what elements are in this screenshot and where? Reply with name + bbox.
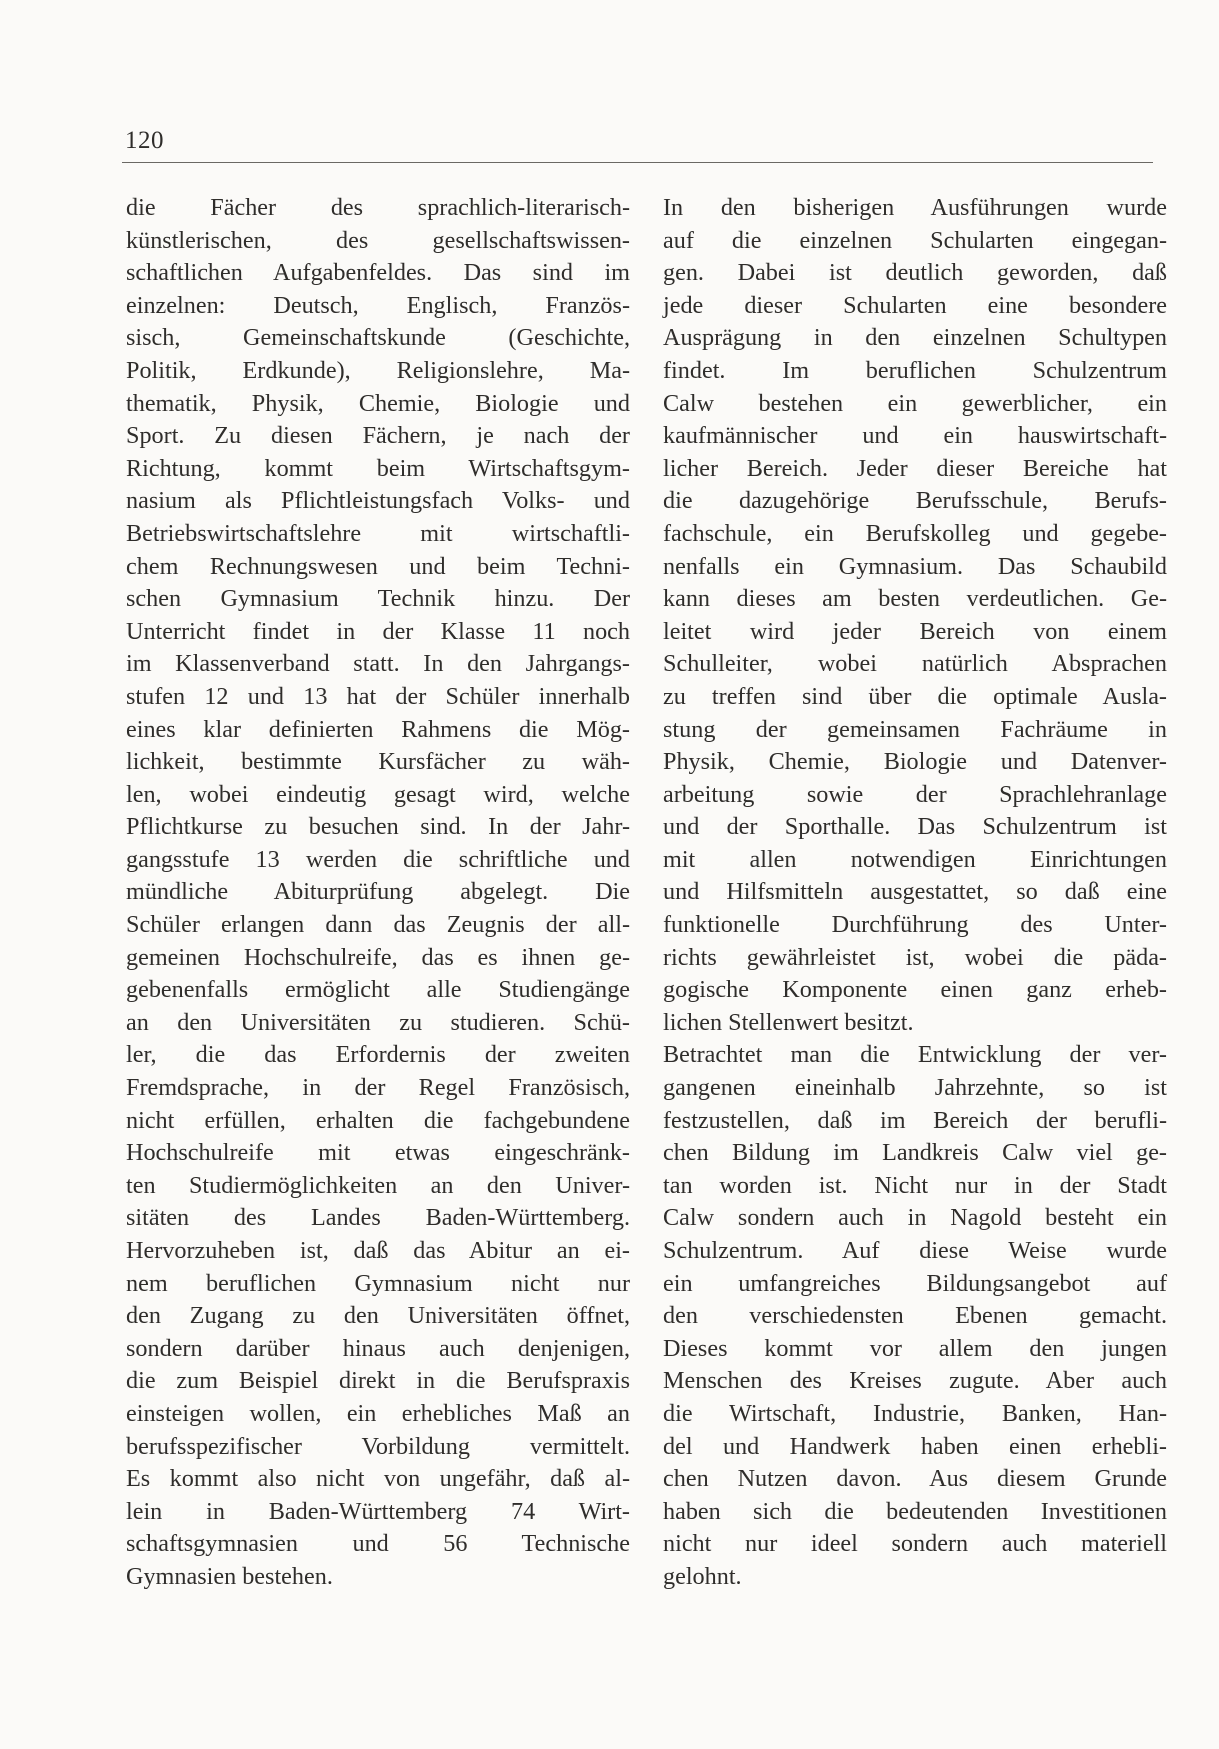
text-line: sondern darüber hinaus auch denjenigen, xyxy=(126,1334,630,1362)
text-line: Calw bestehen ein gewerblicher, ein xyxy=(663,389,1167,417)
text-line: zu treffen sind über die optimale Ausla- xyxy=(663,682,1167,710)
text-line: Richtung, kommt beim Wirtschaftsgym- xyxy=(126,454,630,482)
text-line: Pflichtkurse zu besuchen sind. In der Jahr- xyxy=(126,813,630,841)
text-line: und der Sporthalle. Das Schulzentrum ist xyxy=(663,813,1167,841)
text-line: mit allen notwendigen Einrichtungen xyxy=(663,845,1167,873)
text-line: gen. Dabei ist deutlich geworden, daß xyxy=(663,259,1167,287)
text-line: Betriebswirtschaftslehre mit wirtschaftli- xyxy=(126,519,630,547)
text-line: thematik, Physik, Chemie, Biologie und xyxy=(126,389,630,417)
text-line: licher Bereich. Jeder dieser Bereiche hat xyxy=(663,454,1167,482)
text-line: die Fächer des sprachlich-literarisch- xyxy=(126,194,630,221)
text-line: einzelnen: Deutsch, Englisch, Französ- xyxy=(126,291,630,319)
text-line: Politik, Erdkunde), Religionslehre, Ma- xyxy=(126,356,630,384)
text-line: Es kommt also nicht von ungefähr, daß al- xyxy=(126,1465,630,1493)
text-line: Betrachtet man die Entwicklung der ver- xyxy=(663,1041,1167,1069)
text-line: gebenenfalls ermöglicht alle Studiengänge xyxy=(126,976,630,1004)
text-line: sisch, Gemeinschaftskunde (Geschichte, xyxy=(126,324,630,352)
text-line: gangsstufe 13 werden die schriftliche und xyxy=(126,845,630,873)
text-line: nicht erfüllen, erhalten die fachgebundene xyxy=(126,1106,630,1134)
text-line: festzustellen, daß im Bereich der berufli- xyxy=(663,1106,1167,1134)
text-line: arbeitung sowie der Sprachlehranlage xyxy=(663,780,1167,808)
text-line: schaftsgymnasien und 56 Technische xyxy=(126,1530,630,1558)
text-line: die dazugehörige Berufsschule, Berufs- xyxy=(663,487,1167,515)
text-line: Fremdsprache, in der Regel Französisch, xyxy=(126,1074,630,1102)
left-column xyxy=(126,192,630,1594)
text-line: Schüler erlangen dann das Zeugnis der all- xyxy=(126,911,630,939)
text-line: jede dieser Schularten eine besondere xyxy=(663,291,1167,319)
text-line: lichen Stellenwert besitzt. xyxy=(663,1008,914,1036)
text-line: Gymnasien bestehen. xyxy=(126,1562,333,1590)
text-line: schen Gymnasium Technik hinzu. Der xyxy=(126,585,630,613)
text-line: eines klar definierten Rahmens die Mög- xyxy=(126,715,630,743)
text-line: findet. Im beruflichen Schulzentrum xyxy=(663,356,1167,384)
text-line: Physik, Chemie, Biologie und Datenver- xyxy=(663,748,1167,776)
text-line: nicht nur ideel sondern auch materiell xyxy=(663,1530,1167,1558)
text-line: Hervorzuheben ist, daß das Abitur an ei- xyxy=(126,1237,630,1264)
text-line: Hochschulreife mit etwas eingeschränk- xyxy=(126,1139,630,1167)
text-line: im Klassenverband statt. In den Jahrgangs- xyxy=(126,650,630,678)
text-line: künstlerischen, des gesellschaftswissen- xyxy=(126,226,630,254)
text-line: Dieses kommt vor allem den jungen xyxy=(663,1334,1167,1362)
text-line: die Wirtschaft, Industrie, Banken, Han- xyxy=(663,1399,1167,1427)
text-line: ein umfangreiches Bildungsangebot auf xyxy=(663,1269,1167,1297)
text-line: Calw sondern auch in Nagold besteht ein xyxy=(663,1204,1167,1232)
text-line: chen Nutzen davon. Aus diesem Grunde xyxy=(663,1465,1167,1493)
text-line: lein in Baden-Württemberg 74 Wirt- xyxy=(126,1497,630,1525)
text-line: die zum Beispiel direkt in die Berufspraxis xyxy=(126,1367,630,1395)
text-line: len, wobei eindeutig gesagt wird, welche xyxy=(126,780,630,808)
text-line: gemeinen Hochschulreife, das es ihnen ge- xyxy=(126,943,630,971)
text-line: chen Bildung im Landkreis Calw viel ge- xyxy=(663,1139,1167,1167)
text-line: den verschiedensten Ebenen gemacht. xyxy=(663,1302,1167,1330)
text-line: Schulleiter, wobei natürlich Absprachen xyxy=(663,650,1167,678)
text-line: und Hilfsmitteln ausgestattet, so daß eine xyxy=(663,878,1167,906)
text-line: haben sich die bedeutenden Investitionen xyxy=(663,1497,1167,1525)
text-line: stung der gemeinsamen Fachräume in xyxy=(663,715,1167,743)
text-line: richts gewährleistet ist, wobei die päda- xyxy=(663,943,1167,971)
text-line: gelohnt. xyxy=(663,1562,742,1590)
text-line: schaftlichen Aufgabenfeldes. Das sind im xyxy=(126,259,630,287)
text-line: auf die einzelnen Schularten eingegan- xyxy=(663,226,1167,254)
text-line: fachschule, ein Berufskolleg und gegebe- xyxy=(663,519,1167,547)
page-number: 120 xyxy=(125,127,164,154)
text-line: stufen 12 und 13 hat der Schüler innerhalb xyxy=(126,682,630,710)
text-line: Unterricht findet in der Klasse 11 noch xyxy=(126,617,630,645)
text-line: Sport. Zu diesen Fächern, je nach der xyxy=(126,422,630,450)
header-rule xyxy=(122,162,1153,163)
text-line: leitet wird jeder Bereich von einem xyxy=(663,617,1167,645)
text-line: den Zugang zu den Universitäten öffnet, xyxy=(126,1302,630,1330)
text-line: berufsspezifischer Vorbildung vermittelt. xyxy=(126,1432,630,1460)
text-line: mündliche Abiturprüfung abgelegt. Die xyxy=(126,878,630,906)
text-line: einsteigen wollen, ein erhebliches Maß an xyxy=(126,1399,630,1427)
text-line: tan worden ist. Nicht nur in der Stadt xyxy=(663,1171,1167,1199)
text-line: kann dieses am besten verdeutlichen. Ge- xyxy=(663,585,1167,613)
text-line: Schulzentrum. Auf diese Weise wurde xyxy=(663,1237,1167,1264)
text-line: an den Universitäten zu studieren. Schü- xyxy=(126,1008,630,1036)
text-line: funktionelle Durchführung des Unter- xyxy=(663,911,1167,939)
text-line: gangenen eineinhalb Jahrzehnte, so ist xyxy=(663,1074,1167,1102)
text-line: gogische Komponente einen ganz erheb- xyxy=(663,976,1167,1004)
text-line: nenfalls ein Gymnasium. Das Schaubild xyxy=(663,552,1167,580)
text-line: sitäten des Landes Baden-Württemberg. xyxy=(126,1204,630,1232)
text-line: Ausprägung in den einzelnen Schultypen xyxy=(663,324,1167,352)
text-line: nasium als Pflichtleistungsfach Volks- und xyxy=(126,487,630,515)
text-line: ten Studiermöglichkeiten an den Univer- xyxy=(126,1171,630,1199)
text-line: chem Rechnungswesen und beim Techni- xyxy=(126,552,630,580)
text-line: In den bisherigen Ausführungen wurde xyxy=(663,194,1167,221)
text-line: ler, die das Erfordernis der zweiten xyxy=(126,1041,630,1069)
right-column xyxy=(663,192,1167,1594)
text-line: nem beruflichen Gymnasium nicht nur xyxy=(126,1269,630,1297)
text-line: del und Handwerk haben einen erhebli- xyxy=(663,1432,1167,1460)
text-line: lichkeit, bestimmte Kursfächer zu wäh- xyxy=(126,748,630,776)
text-line: kaufmännischer und ein hauswirtschaft- xyxy=(663,422,1167,450)
text-line: Menschen des Kreises zugute. Aber auch xyxy=(663,1367,1167,1395)
